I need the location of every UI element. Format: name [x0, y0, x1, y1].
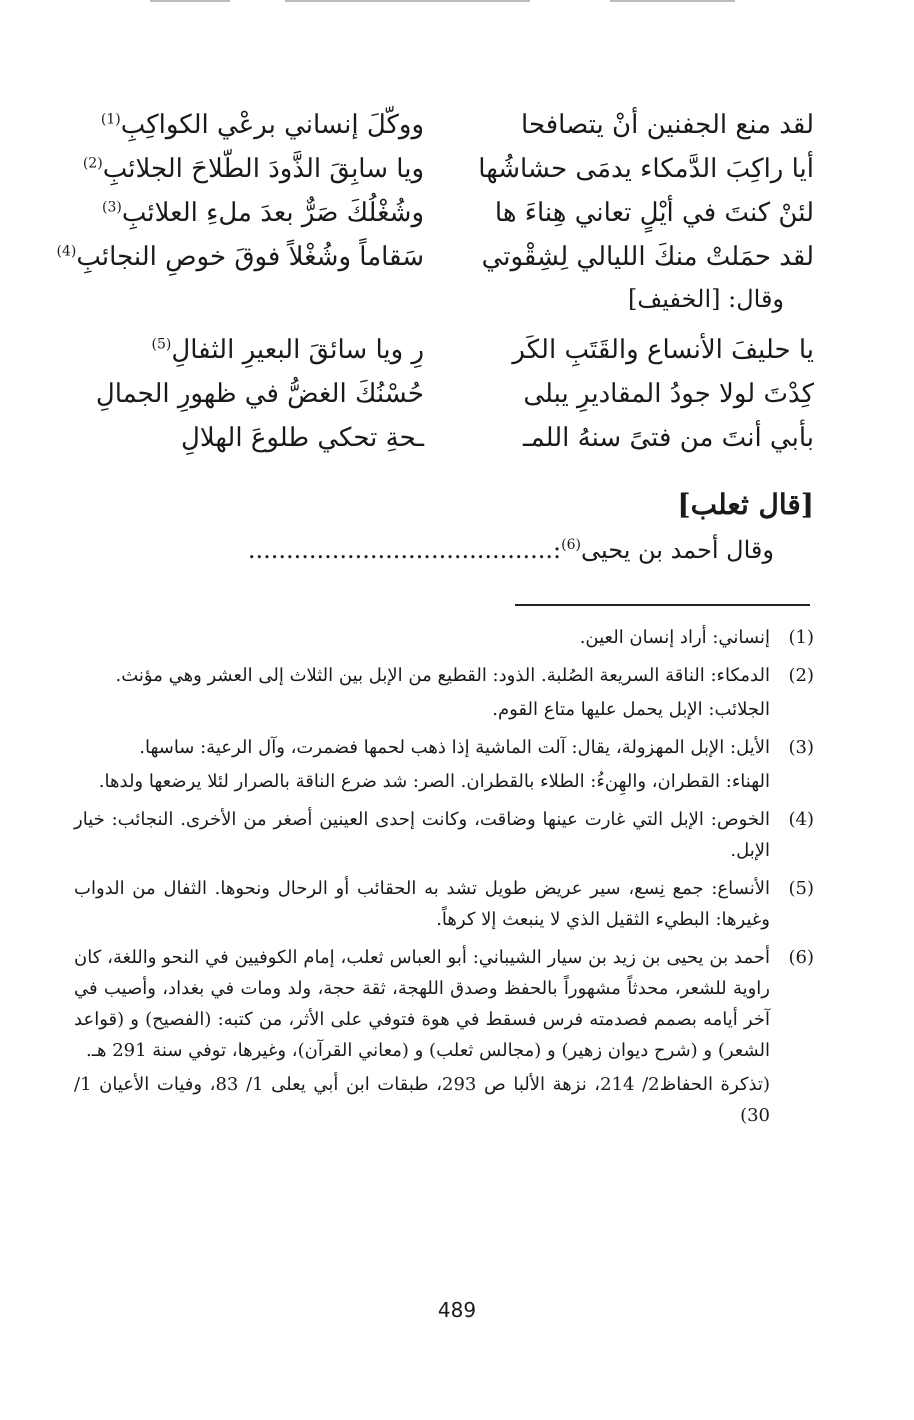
section-heading: [قال ثعلب] — [677, 488, 814, 521]
verse-line — [74, 103, 814, 147]
footnotes — [74, 622, 814, 1138]
footnote-number: (1) — [788, 627, 814, 648]
footnote-number: (2) — [788, 665, 814, 686]
footnote-ref[interactable]: (2) — [82, 155, 103, 172]
footnote-text: (تذكرة الحفاظ2/ 214، نزهة الألبا ص 293، طبقات ابن أبي يعلى 1/ 83، وفيات الأعيان 1/ 30) — [74, 1074, 770, 1126]
footnote-ref[interactable]: (1) — [100, 111, 121, 128]
meter-attribution: وقال: [الخفيف] — [628, 285, 784, 313]
verse-line — [74, 147, 814, 191]
page-number: 489 — [437, 1298, 477, 1322]
second-hemistich: ـحةِ تحكي طلوعَ الهلالِ — [181, 423, 424, 453]
second-hemistich: وشُغْلُكَ صَرٌّ بعدَ ملءِ العلائبِ$^{(3)}$ — [102, 198, 424, 228]
footnote-text: الجلائب: الإبل يحمل عليها متاع القوم. — [492, 699, 770, 720]
footnote — [74, 804, 814, 869]
verse-line — [74, 416, 814, 460]
dotted-leader: ........................................ — [247, 536, 553, 564]
verse-line — [74, 372, 814, 416]
second-hemistich: سَقاماً وشُغْلاً فوقَ خوصِ النجائبِ$^{(4)}$ — [56, 242, 424, 272]
footnote-number: (6) — [788, 947, 814, 968]
intro-text: وقال أحمد بن يحيى — [580, 536, 774, 564]
footnote-ref[interactable]: (4) — [56, 243, 77, 260]
footnote-number: (5) — [788, 878, 814, 899]
footnote-text: الأيل: الإبل المهزولة، يقال: آلت الماشية إذا ذهب لحمها فضمرت، وآل الرعية: ساسها. — [139, 737, 770, 758]
footnote-separator — [515, 604, 810, 606]
footnote-text: الدمكاء: الناقة السريعة الصُلبة. الذود: القطيع من الإبل بين الثلاث إلى العشر وهي مؤنث. — [115, 665, 770, 686]
footnote-text: الأنساع: جمع نِسع، سير عريض طويل تشد به الحقائب أو الرحال ونحوها. الثفال من الدواب وغيرها: البطيء الثقيل الذي لا ينبعث إلا كرهاً. — [74, 878, 770, 930]
first-hemistich: كِدْتَ لولا جودُ المقاديرِ يبلى — [523, 379, 814, 409]
second-hemistich: ويا سابِقَ الذَّودَ الطّلاحَ الجلائبِ$^{(2)}$ — [82, 154, 424, 184]
footnote-number: (3) — [788, 737, 814, 758]
footnote-ref[interactable]: (3) — [102, 199, 122, 216]
footnote — [74, 942, 814, 1134]
first-hemistich: يا حليفَ الأنساع والقَتَبِ الكَر — [512, 335, 814, 365]
footnote-text: أحمد بن يحيى بن زيد بن سيار الشيباني: أبو العباس ثعلب، إمام الكوفيين في النحو واللغة، كان راوية للشعر، محدثاً مشهوراً بالحفظ وصدق اللهجة، ثقة حجة، ولد ومات في بغداد، وأصيب في آخر أيامه بصمم فصدمته فرس فسقط في هوة فتوفي على الأثر، من كتبه: (الفصيح) و (قواعد الشعر) و (شرح ديوان زهير) و (مجالس ثعلب) و (معاني القرآن)، وغيرها، توفي سنة 291 هـ. — [74, 947, 770, 1061]
second-hemistich: حُسْنُكَ الغضُّ في ظهورِ الجمالِ — [95, 379, 424, 409]
footnote — [74, 873, 814, 938]
verse-line — [74, 328, 814, 372]
intro-line: وقال أحمد بن يحيى$^{(6)}$:........................................ — [247, 536, 774, 564]
footnote-text: إنساني: أراد إنسان العين. — [579, 627, 770, 648]
footnote — [74, 622, 814, 656]
first-hemistich: لقد منع الجفنين أنْ يتصافحا — [521, 110, 814, 140]
second-hemistich: رِ ويا سائقَ البعيرِ الثفالِ$^{(5)}$ — [151, 335, 424, 365]
verse-line — [74, 191, 814, 235]
first-hemistich: بأبي أنتَ من فتىً سنهُ اللمـ — [522, 423, 814, 453]
first-hemistich: أيا راكِبَ الدَّمكاء يدمَى حشاشُها — [478, 154, 814, 184]
footnote-text: الخوص: الإبل التي غارت عينها وضاقت، وكانت إحدى العينين أصغر من الأخرى. النجائب: خيار الإبل. — [74, 809, 770, 861]
footnote — [74, 732, 814, 800]
first-hemistich: لئنْ كنتَ في أيْلٍ تعاني هِناءَ ها — [494, 198, 814, 228]
footnote — [74, 660, 814, 728]
verse-line — [56, 235, 814, 279]
footnote-ref[interactable]: (6) — [561, 537, 581, 553]
footnote-ref[interactable]: (5) — [151, 336, 172, 353]
footnote-text: الهناء: القطران، والهِنءُ: الطلاء بالقطران. الصر: شد ضرع الناقة بالصرار لئلا يرضعها ولدها. — [98, 771, 770, 792]
first-hemistich: لقد حمَلتْ منكَ الليالي لِشِقْوتي — [481, 242, 814, 272]
second-hemistich: ووكّلَ إنساني برعْي الكواكِبِ$^{(1)}$ — [100, 110, 424, 140]
footnote-number: (4) — [788, 809, 814, 830]
